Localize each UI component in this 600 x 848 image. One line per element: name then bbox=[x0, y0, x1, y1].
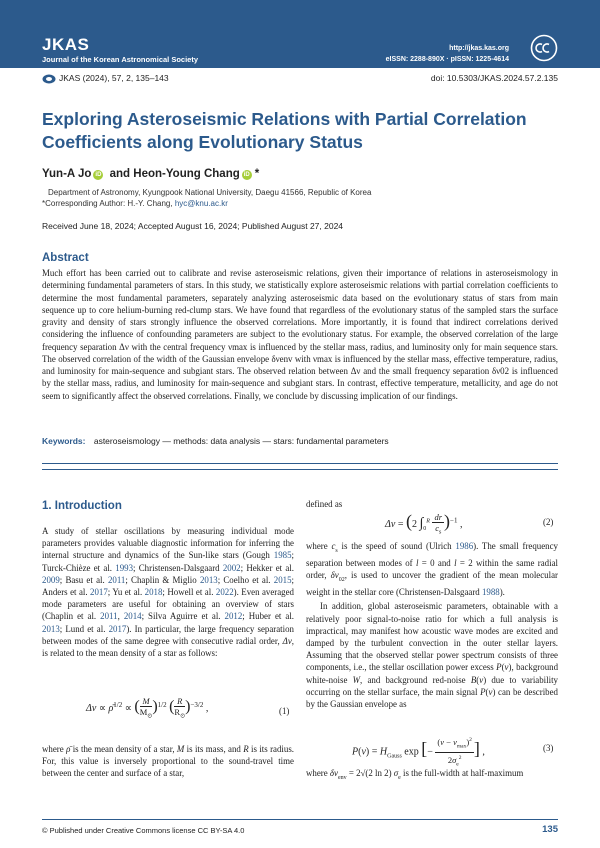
citation-line bbox=[42, 73, 558, 84]
paragraph: In addition, global asteroseismic parameters, obtainable with a relatively poor signal-to-noise ratio for which a full analysis is impractical, may manifest how acoustic wave modes are excited and damped by the turbulent convection in the outer stellar layers. Assuming that the observed stellar power spectrum consists of three components, i.e., the stellar oscillation power excess P(ν), background white-noise W, and background red-noise B(ν) due to variability occurring on the stellar surface, the main signal P(ν) can be described by the Gaussian envelope as bbox=[306, 601, 559, 709]
abstract-heading: Abstract bbox=[42, 252, 89, 264]
citation-link[interactable]: 2013 bbox=[199, 574, 218, 585]
author-1: Yun-A Jo bbox=[42, 168, 92, 180]
right-column bbox=[306, 498, 558, 510]
citation-link[interactable]: 2014 bbox=[123, 611, 142, 622]
journal-url[interactable]: http://jkas.kas.org bbox=[449, 45, 509, 52]
paragraph: where ρ̄ is the mean density of a star, M is its mass, and R is its radius. For, this value is inversely proportional to the sound-travel time between the center and surface of a star, bbox=[42, 744, 294, 779]
orcid-icon[interactable]: iD bbox=[243, 172, 250, 178]
equation-1: Δν ∝ ρ̄$^{1/2}$ ∝ ( $\frac{M}{M_⊙}$ )$^{1/2}$ ( $\frac{R}{R_⊙}$ )$^{-3/2}$ , bbox=[86, 696, 209, 720]
author-conjunction: and bbox=[109, 168, 131, 180]
paragraph: where $c_s$ is the speed of sound (Ulrich 1986). The small frequency separation between modes of l = 0 and l = 2 within the same radial order, $\delta\nu_{02}$, is used to uncover the gradient of the mean molecular weight in the stellar core (Christensen-Dalsgaard 1988). bbox=[306, 541, 558, 598]
doi[interactable]: doi: 10.5303/JKAS.2024.57.2.135 bbox=[430, 73, 558, 83]
citation-link[interactable]: 2012 bbox=[224, 611, 243, 622]
paragraph: defined as bbox=[306, 499, 343, 509]
citation-link[interactable]: 2011 bbox=[100, 611, 118, 622]
right-column-cont bbox=[306, 540, 558, 710]
citation-link[interactable]: 2017 bbox=[90, 587, 108, 598]
left-column-cont bbox=[42, 743, 294, 780]
corresponding-author bbox=[42, 199, 228, 208]
citation-link[interactable]: 2017 bbox=[108, 623, 127, 634]
citation-text: JKAS (2024), 57, 2, 135–143 bbox=[59, 73, 169, 83]
authors bbox=[42, 168, 259, 180]
page-number: 135 bbox=[542, 824, 558, 835]
divider bbox=[42, 469, 558, 470]
equation-number: (1) bbox=[279, 706, 290, 716]
publication-dates: Received June 18, 2024; Accepted August 16, 2024; Published August 27, 2024 bbox=[42, 221, 344, 231]
right-column-end bbox=[306, 767, 558, 784]
journal-banner bbox=[0, 0, 600, 68]
paragraph: where $\delta\nu_{env} = 2√(2$ ln 2) $\sigma_e$ is the full-width at half-maximum bbox=[306, 768, 524, 781]
orcid-icon[interactable]: iD bbox=[95, 172, 102, 178]
equation-number: (2) bbox=[543, 517, 554, 527]
citation-link[interactable]: 2018 bbox=[144, 587, 163, 598]
citation-link[interactable]: 2022 bbox=[215, 587, 234, 598]
equation-3: $P(\nu) = H_{Gauss}$ exp [− $\frac{(\nu - \nu_{max})^2}{2\sigma_e^2}$ ] , bbox=[352, 736, 485, 768]
citation-link[interactable]: 1986 bbox=[455, 541, 474, 551]
article-title: Exploring Asteroseismic Relations with Partial Correlation Coefficients along Evolutionary Status bbox=[42, 109, 527, 152]
journal-name: Journal of the Korean Astronomical Society bbox=[42, 55, 199, 64]
citation-link[interactable]: 2013 bbox=[42, 623, 60, 634]
divider bbox=[42, 463, 558, 464]
journal-abbr: JKAS bbox=[42, 35, 90, 54]
corresponding-label: *Corresponding Author: H.-Y. Chang, bbox=[42, 199, 173, 208]
corresponding-star: * bbox=[254, 168, 260, 180]
citation-link[interactable]: 1988 bbox=[481, 587, 500, 598]
creative-commons-icon bbox=[530, 34, 558, 62]
author-2: Heon-Young Chang bbox=[133, 168, 240, 180]
keywords-label: Keywords: bbox=[42, 436, 86, 446]
citation-link[interactable]: 2011 bbox=[107, 574, 126, 585]
footer-divider bbox=[42, 819, 558, 820]
affiliation: Department of Astronomy, Kyungpook National University, Daegu 41566, Republic of Korea bbox=[48, 188, 372, 197]
paragraph: A study of stellar oscillations by measuring individual mode parameters provides valuable diagnostic information for inferring the internal structure and dynamics of the Sun-like stars (Gough 1985; Turck-Chièze et al. 1993; Christensen-Dalsgaard 2002; Hekker et al. 2009; Basu et al. 2011; Chaplin & Miglio 2013; Coelho et al. 2015; Anders et al. 2017; Yu et al. 2018; Howell et al. 2022). Even averaged mode parameters are useful for obtaining an overview of stars (Chaplin et al. 2011, 2014; Silva Aguirre et al. 2012; Huber et al. 2013; Lund et al. 2017). In particular, the large frequency separation between modes of the same degree with consecutive radial order, Δν, is related to the mean density of a star as follows: bbox=[42, 526, 295, 659]
left-column bbox=[42, 525, 294, 659]
journal-issn: eISSN: 2288-890X · pISSN: 1225-4614 bbox=[385, 56, 509, 63]
citation-link[interactable]: 2009 bbox=[42, 574, 60, 585]
citation-link[interactable]: 1993 bbox=[115, 562, 134, 573]
corresponding-email[interactable]: hyc@knu.ac.kr bbox=[174, 199, 228, 208]
citation-link[interactable]: 2002 bbox=[222, 562, 241, 573]
equation-2: Δν = (2 $\int_0^R$ $\frac{dr}{c_s}$ )$^{-1}$ , bbox=[385, 511, 463, 536]
license-text: © Published under Creative Commons license CC BY-SA 4.0 bbox=[42, 826, 245, 835]
keywords bbox=[42, 436, 389, 446]
section-heading: 1. Introduction bbox=[42, 500, 122, 512]
abstract-text: Much effort has been carried out to calibrate and revise asteroseismic relations, given their importance of relations in asteroseismology in determining fundamental parameters of stars. In this study, we statistically explore asteroseismic relations with partial correlation coefficients to determine the most fundamental parameters, separately analyzing asteroseismic data based on the evolutionary status of stars from main sequence up to core helium-burning red-clump stars. We have found that regardless of the evolutionary status of the sampled stars the surface gravity and density of stars strongly influence the observed correlations. More importantly, it is found that indirect correlations derived considering the influence of confounding parameters are subject to the evolutionary status. For example, the observed correlation of the large frequency separation Δν with the central frequency νmax is influenced by the stellar mass, radius, and luminosity only for main sequence stars. The observed correlation of the width of the Gaussian envelope δνenv with νmax is influenced by the stellar mass, effective temperature, radius, and luminosity for main-sequence and subgiant stars. The observed relation between Δν and the small frequency separation δν02 is influenced by the stellar mass, radius, and luminosity for main-sequence and subgiant stars. In contrast, effective temperature, metallicity, and age do not seem to significantly affect the observed correlations. Finally, we conclude by discussing implication of our findings. bbox=[42, 268, 558, 401]
keywords-text: asteroseismology — methods: data analysis — stars: fundamental parameters bbox=[93, 436, 389, 446]
citation-link[interactable]: 1985 bbox=[273, 550, 292, 561]
equation-number: (3) bbox=[543, 743, 554, 753]
kas-logo-icon bbox=[42, 74, 56, 84]
citation-link[interactable]: 2015 bbox=[273, 574, 292, 585]
